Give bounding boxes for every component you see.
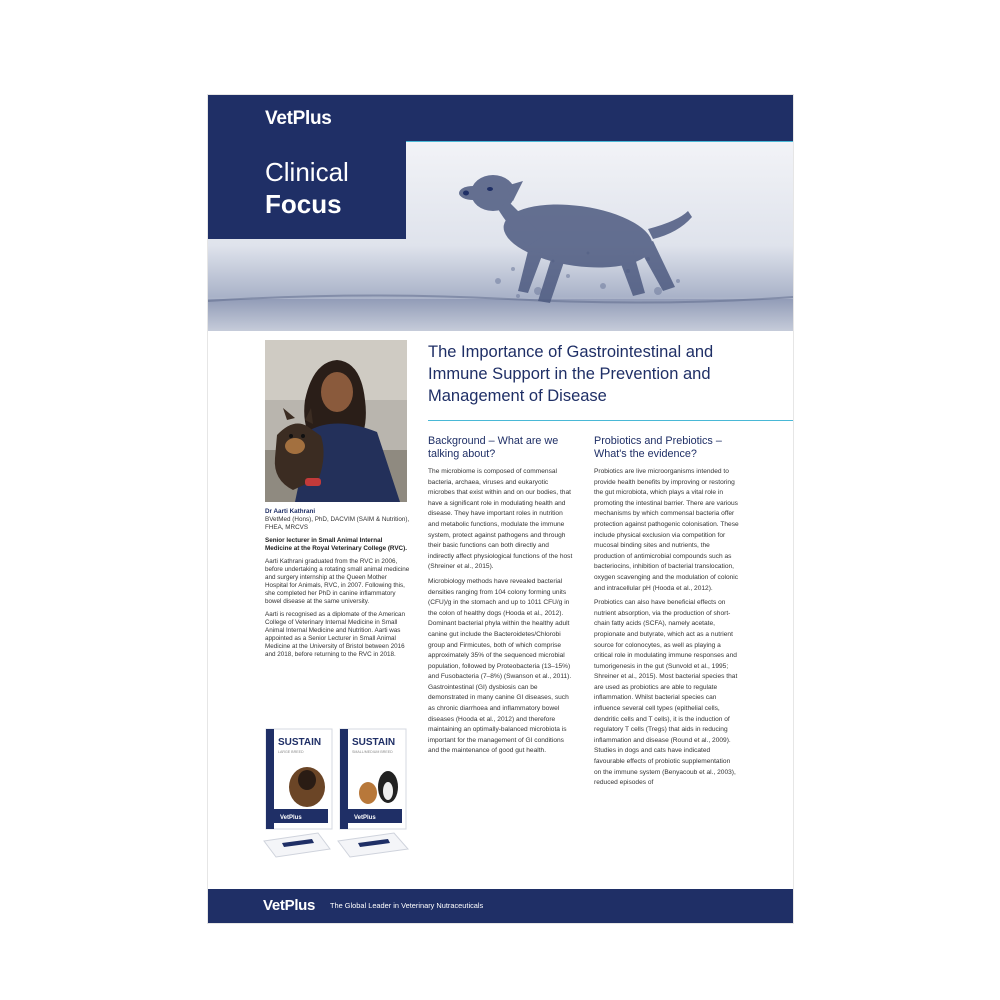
body-paragraph: Probiotics can also have beneficial effects on nutrient absorption, via the production of short-chain fatty acids (SCFA), namely acetate, propionate and butyrate, which act as a nutrient source for colonocytes, as well as playing a critical role in modulating immune responses and tumorigenesis in the gut (Sunvold et al., 1995; Shreiner et al., 2015). Most bacterial species that are used as probiotics are able to regulate inflammation. Whilst bacterial species can influence several cell types (epithelial cells, dendritic cells and T cells), it is the induction of regulatory T cells (Tregs) that aids in reducing inflammation and disease (Round et al., 2009). Studies in dogs and cats have indicated favourable effects of probiotic supplementation on the immune system (Benyacoub et al., 2003), reduced episodes of	[594, 599, 738, 787]
hero-banner	[208, 141, 793, 331]
author-name: Dr Aarti Kathrani	[265, 508, 316, 515]
footer-bar	[208, 889, 793, 923]
author-bio	[265, 508, 410, 664]
title-divider	[428, 420, 793, 421]
hero-title-line2: Focus	[265, 189, 342, 219]
article-column-2	[594, 435, 739, 793]
document-page	[208, 95, 793, 923]
body-paragraph: The microbiome is composed of commensal bacteria, archaea, viruses and eukaryotic microbes that exist within and on our bodies, that have a significant role in modulating health and disease. They have important roles in nutrition and metabolic functions, modulate the immune system, protect against pathogens and through their basic functions can both directly and indirectly affect physiological functions of the host (Shreiner et al., 2015).	[428, 468, 573, 571]
header-bar	[208, 95, 793, 141]
author-bio-paragraph-2: Aarti is recognised as a diplomate of the American College of Veterinary Internal Medicine in Small Animal Internal Medicine and Nutrition. Aarti was appointed as a Senior Lecturer in Small Animal Medicine at the University of Bristol between 2016 and 2018, before returning to the RVC in 2018.	[265, 611, 406, 658]
brand-logo: VetPlus	[265, 108, 332, 129]
product-packshot	[262, 725, 412, 860]
product-brand-1: VetPlus	[280, 815, 302, 821]
product-name-1: SUSTAIN	[278, 737, 322, 748]
footer-tagline: The Global Leader in Veterinary Nutraceuticals	[330, 901, 484, 910]
author-photo	[265, 340, 407, 502]
clinical-focus-box	[208, 141, 406, 239]
product-brand-2: VetPlus	[354, 815, 376, 821]
footer-brand-logo: VetPlus	[263, 897, 316, 914]
article-column-1	[428, 435, 573, 761]
author-credentials: BVetMed (Hons), PhD, DACVIM (SAIM & Nutrition), FHEA, MRCVS	[265, 516, 410, 531]
author-bio-paragraph-1: Aarti Kathrani graduated from the RVC in 2006, before undertaking a rotating small animal medicine and surgery internship at the Queen Mother Hospital for Animals, RVC, in 2007. Following this, she completed her PhD in canine inflammatory bowel disease at the same university.	[265, 558, 410, 605]
article-title: The Importance of Gastrointestinal and Immune Support in the Prevention and Management of Disease	[428, 343, 714, 405]
section-heading-probiotics: Probiotics and Prebiotics – What's the evidence?	[594, 435, 722, 460]
body-paragraph: Probiotics are live microorganisms intended to provide health benefits by improving or restoring the gut microbiota, which plays a vital role in promoting the intestinal barrier. There are various mechanisms by which commensal bacteria offer protection against pathogenic colonisation. These include physical exclusion via competition for mucosal binding sites and nutrients, the production of antimicrobial compounds such as bacteriocins, inhibition of bacterial translocation, oxygen scavenging and the modulation of colonic and intracellular pH (Hooda et al., 2012).	[594, 468, 739, 592]
product-variant-1: LARGE BREED	[278, 750, 304, 754]
product-variant-2: SMALL/MEDIUM BREED	[352, 750, 393, 754]
product-name-2: SUSTAIN	[352, 737, 396, 748]
section-heading-background: Background – What are we talking about?	[428, 435, 559, 460]
body-paragraph: Microbiology methods have revealed bacterial densities ranging from 104 colony forming units (CFU)/g in the stomach and up to 1011 CFU/g in the colon of healthy dogs (Hooda et al., 2012). Dominant bacterial phyla within the healthy adult canine gut include the Bacteroidetes/Chlorobi group and Firmicutes, both of which comprise approximately 35% of the sequenced microbial population, followed by Proteobacteria (13–15%) and Fusobacteria (7–8%) (Swanson et al., 2011). Gastrointestinal (GI) dysbiosis can be demonstrated in many canine GI diseases, such as chronic diarrhoea and inflammatory bowel diseases (Hooda et al., 2012) and therefore maintaining an optimally-balanced microbiota is important for the management of GI conditions and the maintenance of good gut health.	[428, 577, 572, 755]
author-role: Senior lecturer in Small Animal Internal Medicine at the Royal Veterinary College (RVC).	[265, 537, 407, 552]
hero-title-line1: Clinical	[265, 157, 349, 187]
